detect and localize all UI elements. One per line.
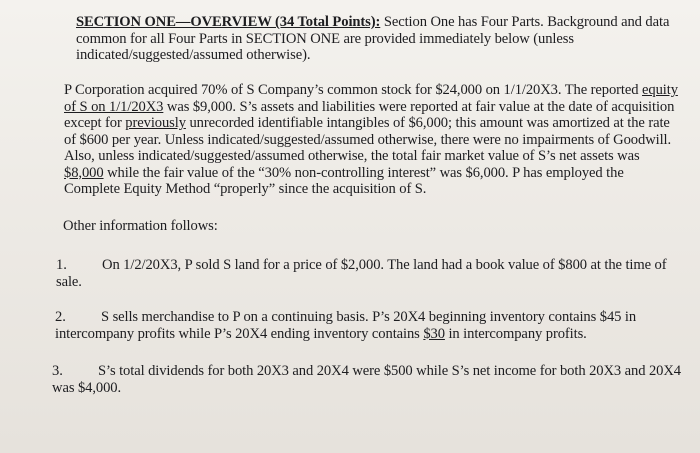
section-overview (76, 14, 682, 64)
item-number: 2. (55, 309, 66, 325)
list-item-1 (56, 257, 676, 290)
item-number: 1. (56, 257, 67, 273)
item-text-a: S sells merchandise to P on a continuing basis. P’s 20X4 beginning inventory contains $45 in intercompany profits while P’s 20X4 ending inventory contains (55, 309, 637, 342)
item-text: S’s total dividends for both 20X3 and 20X4 were $500 while S’s net income for both 20X3 and 20X4 was $4,000. (52, 363, 681, 396)
net-assets-underlined-text: $8,000 (64, 164, 104, 181)
equity-underlined-text: equity of S on 1/1/20X3 (64, 82, 678, 115)
item-underlined-value: $30 (423, 325, 445, 342)
section-heading: SECTION ONE—OVERVIEW (34 Total Points): (76, 14, 381, 30)
paragraph-text-3: unrecorded identifiable intangibles of $6,000; this amount was amortized at the rate of $600 per year. Unless indicated/suggested/assumed otherwise, there were no impairments of Goodwill. Also, unless indicated/suggested/assumed otherwise, the total fair market value of S’s net assets was (64, 115, 672, 164)
background-paragraph (64, 82, 682, 198)
item-text: On 1/2/20X3, P sold S land for a price of $2,000. The land had a book value of $800 at the time of sale. (56, 257, 667, 290)
item-number: 3. (52, 363, 63, 379)
other-info-label: Other information follows: (63, 218, 218, 234)
section-intro-text: Section One has Four Parts. Background and data common for all Four Parts in SECTION ONE are provided immediately below (unless indicated/suggested/assumed otherwise). (76, 14, 670, 63)
previously-underlined-text: previously (125, 115, 186, 131)
paragraph-text-1: P Corporation acquired 70% of S Company’s common stock for $24,000 on 1/1/20X3. The reported (64, 82, 643, 98)
list-item-2 (55, 309, 691, 342)
item-text-b: in intercompany profits. (444, 325, 587, 342)
list-item-3 (52, 363, 682, 396)
paragraph-text-4: while the fair value of the “30% non-controlling interest” was $6,000. P has employed the Complete Equity Method “properly” since the acquisition of S. (64, 164, 624, 197)
paragraph-text-2: was $9,000. S’s assets and liabilities were reported at fair value at the date of acquisition except for (64, 98, 675, 131)
